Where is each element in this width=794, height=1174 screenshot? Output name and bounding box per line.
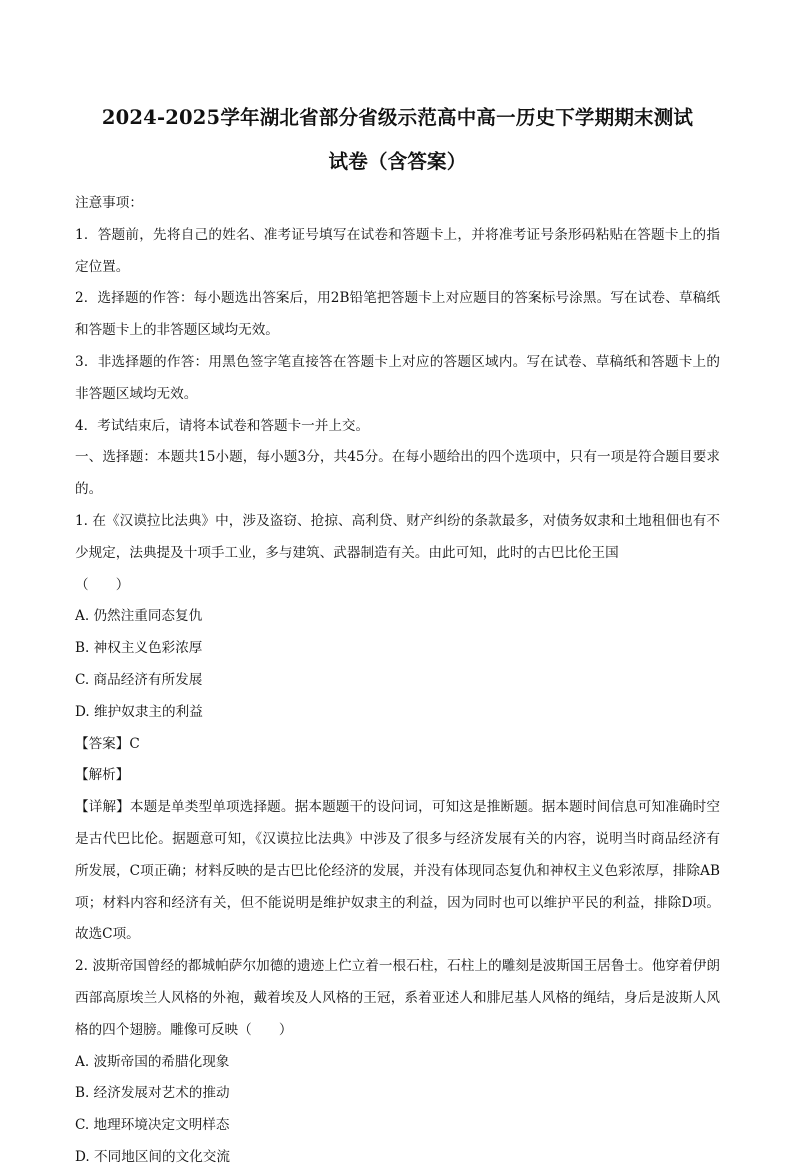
notice-item: 4．考试结束后，请将本试卷和答题卡一并上交。 (75, 417, 370, 434)
question-1-paren: （ ） (75, 576, 130, 593)
option-b: B. 经济发展对艺术的推动 (75, 1085, 230, 1102)
notice-item: 3．非选择题的作答：用黑色签字笔直接答在答题卡上对应的答题区域内。写在试卷、草稿纸和答题卡上的非答题区域均无效。 (75, 353, 720, 402)
option-c: C. 地理环境决定文明样态 (75, 1117, 230, 1134)
exam-page (75, 96, 720, 1174)
question-1-stem: 1. 在《汉谟拉比法典》中，涉及盗窃、抢掠、高利贷、财产纠纷的条款最多，对债务奴隶和土地租佃也有不少规定，法典提及十项手工业，多与建筑、武器制造有关。由此可知，此时的古巴比伦王国 (75, 512, 720, 561)
option-d: D. 维护奴隶主的利益 (75, 703, 203, 720)
option-a: A. 仍然注重同态复仇 (75, 608, 203, 625)
question-2-stem: 2. 波斯帝国曾经的都城帕萨尔加德的遗迹上伫立着一根石柱，石柱上的雕刻是波斯国王居鲁士。他穿着伊朗西部高原埃兰人风格的外袍，戴着埃及人风格的王冠，系着亚述人和腓尼基人风格的绳结，身后是波斯人风格的四个翅膀。雕像可反映（ ） (75, 958, 720, 1038)
option-d: D. 不同地区间的文化交流 (75, 1148, 230, 1165)
title-line-2: 试卷（含答案） (328, 150, 467, 173)
question-1-answer: 【答案】C (75, 735, 140, 752)
notice-heading: 注意事项： (75, 195, 143, 211)
notice-item: 1．答题前，先将自己的姓名、准考证号填写在试卷和答题卡上，并将准考证号条形码粘贴在答题卡上的指定位置。 (75, 226, 720, 275)
notice-item: 2．选择题的作答：每小题选出答案后，用2B铅笔把答题卡上对应题目的答案标号涂黑。写在试卷、草稿纸和答题卡上的非答题区域均无效。 (75, 290, 720, 339)
question-1-detail: 【详解】本题是单类型单项选择题。据本题题干的设问词，可知这是推断题。据本题时间信息可知准确时空是古代巴比伦。据题意可知，《汉谟拉比法典》中涉及了很多与经济发展有关的内容，说明当时商品经济有所发展，C项正确；材料反映的是古巴比伦经济的发展，并没有体现同态复仇和神权主义色彩浓厚，排除AB项；材料内容和经济有关，但不能说明是维护奴隶主的利益，因为同时也可以维护平民的利益，排除D项。故选C项。 (75, 799, 720, 943)
option-a: A. 波斯帝国的希腊化现象 (75, 1053, 230, 1070)
option-c: C. 商品经济有所发展 (75, 671, 203, 688)
section-intro: 一、选择题：本题共15小题，每小题3分，共45分。在每小题给出的四个选项中，只有一项是符合题目要求的。 (75, 449, 720, 498)
document-title (75, 96, 720, 184)
question-2-options (75, 1047, 720, 1174)
question-1-analysis-label: 【解析】 (75, 767, 130, 784)
option-b: B. 神权主义色彩浓厚 (75, 640, 203, 657)
question-1-options (75, 601, 720, 728)
title-line-1: 2024-2025学年湖北省部分省级示范高中高一历史下学期期末测试 (101, 106, 694, 129)
